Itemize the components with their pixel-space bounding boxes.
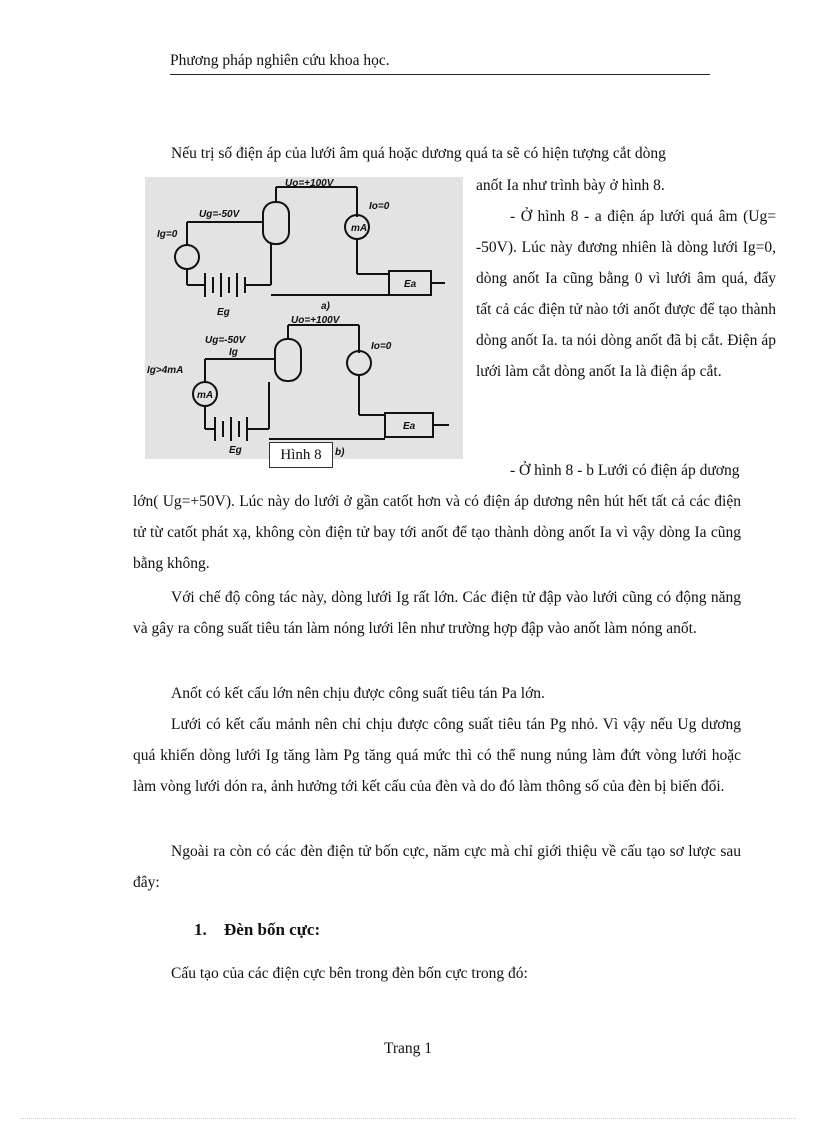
label-ug-b: Ug=-50V [205,335,246,346]
label-sub-b: b) [335,447,345,458]
side-text-line-last: - Ở hình 8 - b Lưới có điện áp dương [510,462,740,479]
label-ua-b: Uo=+100V [291,315,340,326]
label-ma-a: mA [351,223,368,234]
label-ig-b: Ig [229,347,238,358]
label-eg-b: Eg [229,445,242,456]
label-sub-a: a) [321,301,330,312]
label-igm-b: Ig>4mA [147,365,184,376]
section-paragraph: Cấu tạo của các điện cực bên trong đèn bốn cực trong đó: [171,965,528,982]
paragraph-grid-structure: Lưới có kết cấu mảnh nên chỉ chịu được công suất tiêu tán Pg nhỏ. Vì vậy nếu Ug dương quá khiến dòng lưới Ig tăng làm Pg tăng quá mức thì có thể nung núng làm đứt vòng lưới hoặc làm vòng lưới dón ra, ảnh hưởng tới kết cấu của đèn và do đó làm thông số của đèn bị biến đổi. [133,716,741,795]
label-ea-b: Ea [403,421,416,432]
ammeter-b [347,351,371,375]
figure-8 [145,177,463,463]
label-ea-a: Ea [404,279,417,290]
paragraph-anode: Anốt có kết cấu lớn nên chịu được công suất tiêu tán Pa lớn. [171,685,545,702]
section-heading [194,920,320,940]
tube-a [263,202,289,244]
section-number: 1. [194,920,207,939]
section-title: Đèn bốn cực: [224,920,321,939]
label-eg-a: Eg [217,307,230,318]
paragraph-other-tubes: Ngoài ra còn có các đèn điện tử bốn cực, năm cực mà chỉ giới thiệu về cấu tạo sơ lược sau đây: [133,843,741,891]
tube-b [275,339,301,381]
label-io-a: Io=0 [369,201,390,212]
label-ua-a: Uo=+100V [285,178,334,189]
vacuum-tube-circuit-diagram [145,177,463,459]
side-text-paragraph: - Ở hình 8 - a điện áp lưới quá âm (Ug= -50V). Lúc này đương nhiên là dòng lưới Ig=0, dòng anốt Ia cũng bằng 0 vì lưới âm quá, đẩy tất cả các điện tử nào tới anốt được để tạo thành dòng anốt Ia. ta nói dòng anốt đã bị cắt. Điện áp lưới làm cắt dòng anốt Ia là điện áp cắt. [476,208,776,380]
label-io-b: Io=0 [371,341,392,352]
paragraph-continuation: lớn( Ug=+50V). Lúc này do lưới ở gần catốt hơn và có điện áp dương nên hút hết tất cả các điện tử từ catốt phát xạ, không còn điện tử bay tới anốt để tạo thành dòng anốt Ia vì vậy dòng Ia cũng bằng không. [133,493,741,572]
intro-paragraph: Nếu trị số điện áp của lưới âm quá hoặc dương quá ta sẽ có hiện tượng cắt dòng [171,145,666,162]
label-ma-b: mA [197,390,214,401]
label-ug-a: Ug=-50V [199,209,240,220]
page-bottom-border [20,1118,796,1119]
label-ig-a: Ig=0 [157,229,178,240]
figure-caption: Hình 8 [269,442,333,468]
page-header: Phương pháp nghiên cứu khoa học. [170,52,710,75]
paragraph-grid-current: Với chế độ công tác này, dòng lưới Ig rất lớn. Các điện tử đập vào lưới cũng có động năng và gây ra công suất tiêu tán làm nóng lưới lên như trường hợp đập vào anốt làm nóng anốt. [133,589,741,637]
side-text-line-1: anốt Ia như trình bày ở hình 8. [476,177,665,194]
ammeter-ig-a [175,245,199,269]
page-footer: Trang 1 [383,1040,433,1057]
